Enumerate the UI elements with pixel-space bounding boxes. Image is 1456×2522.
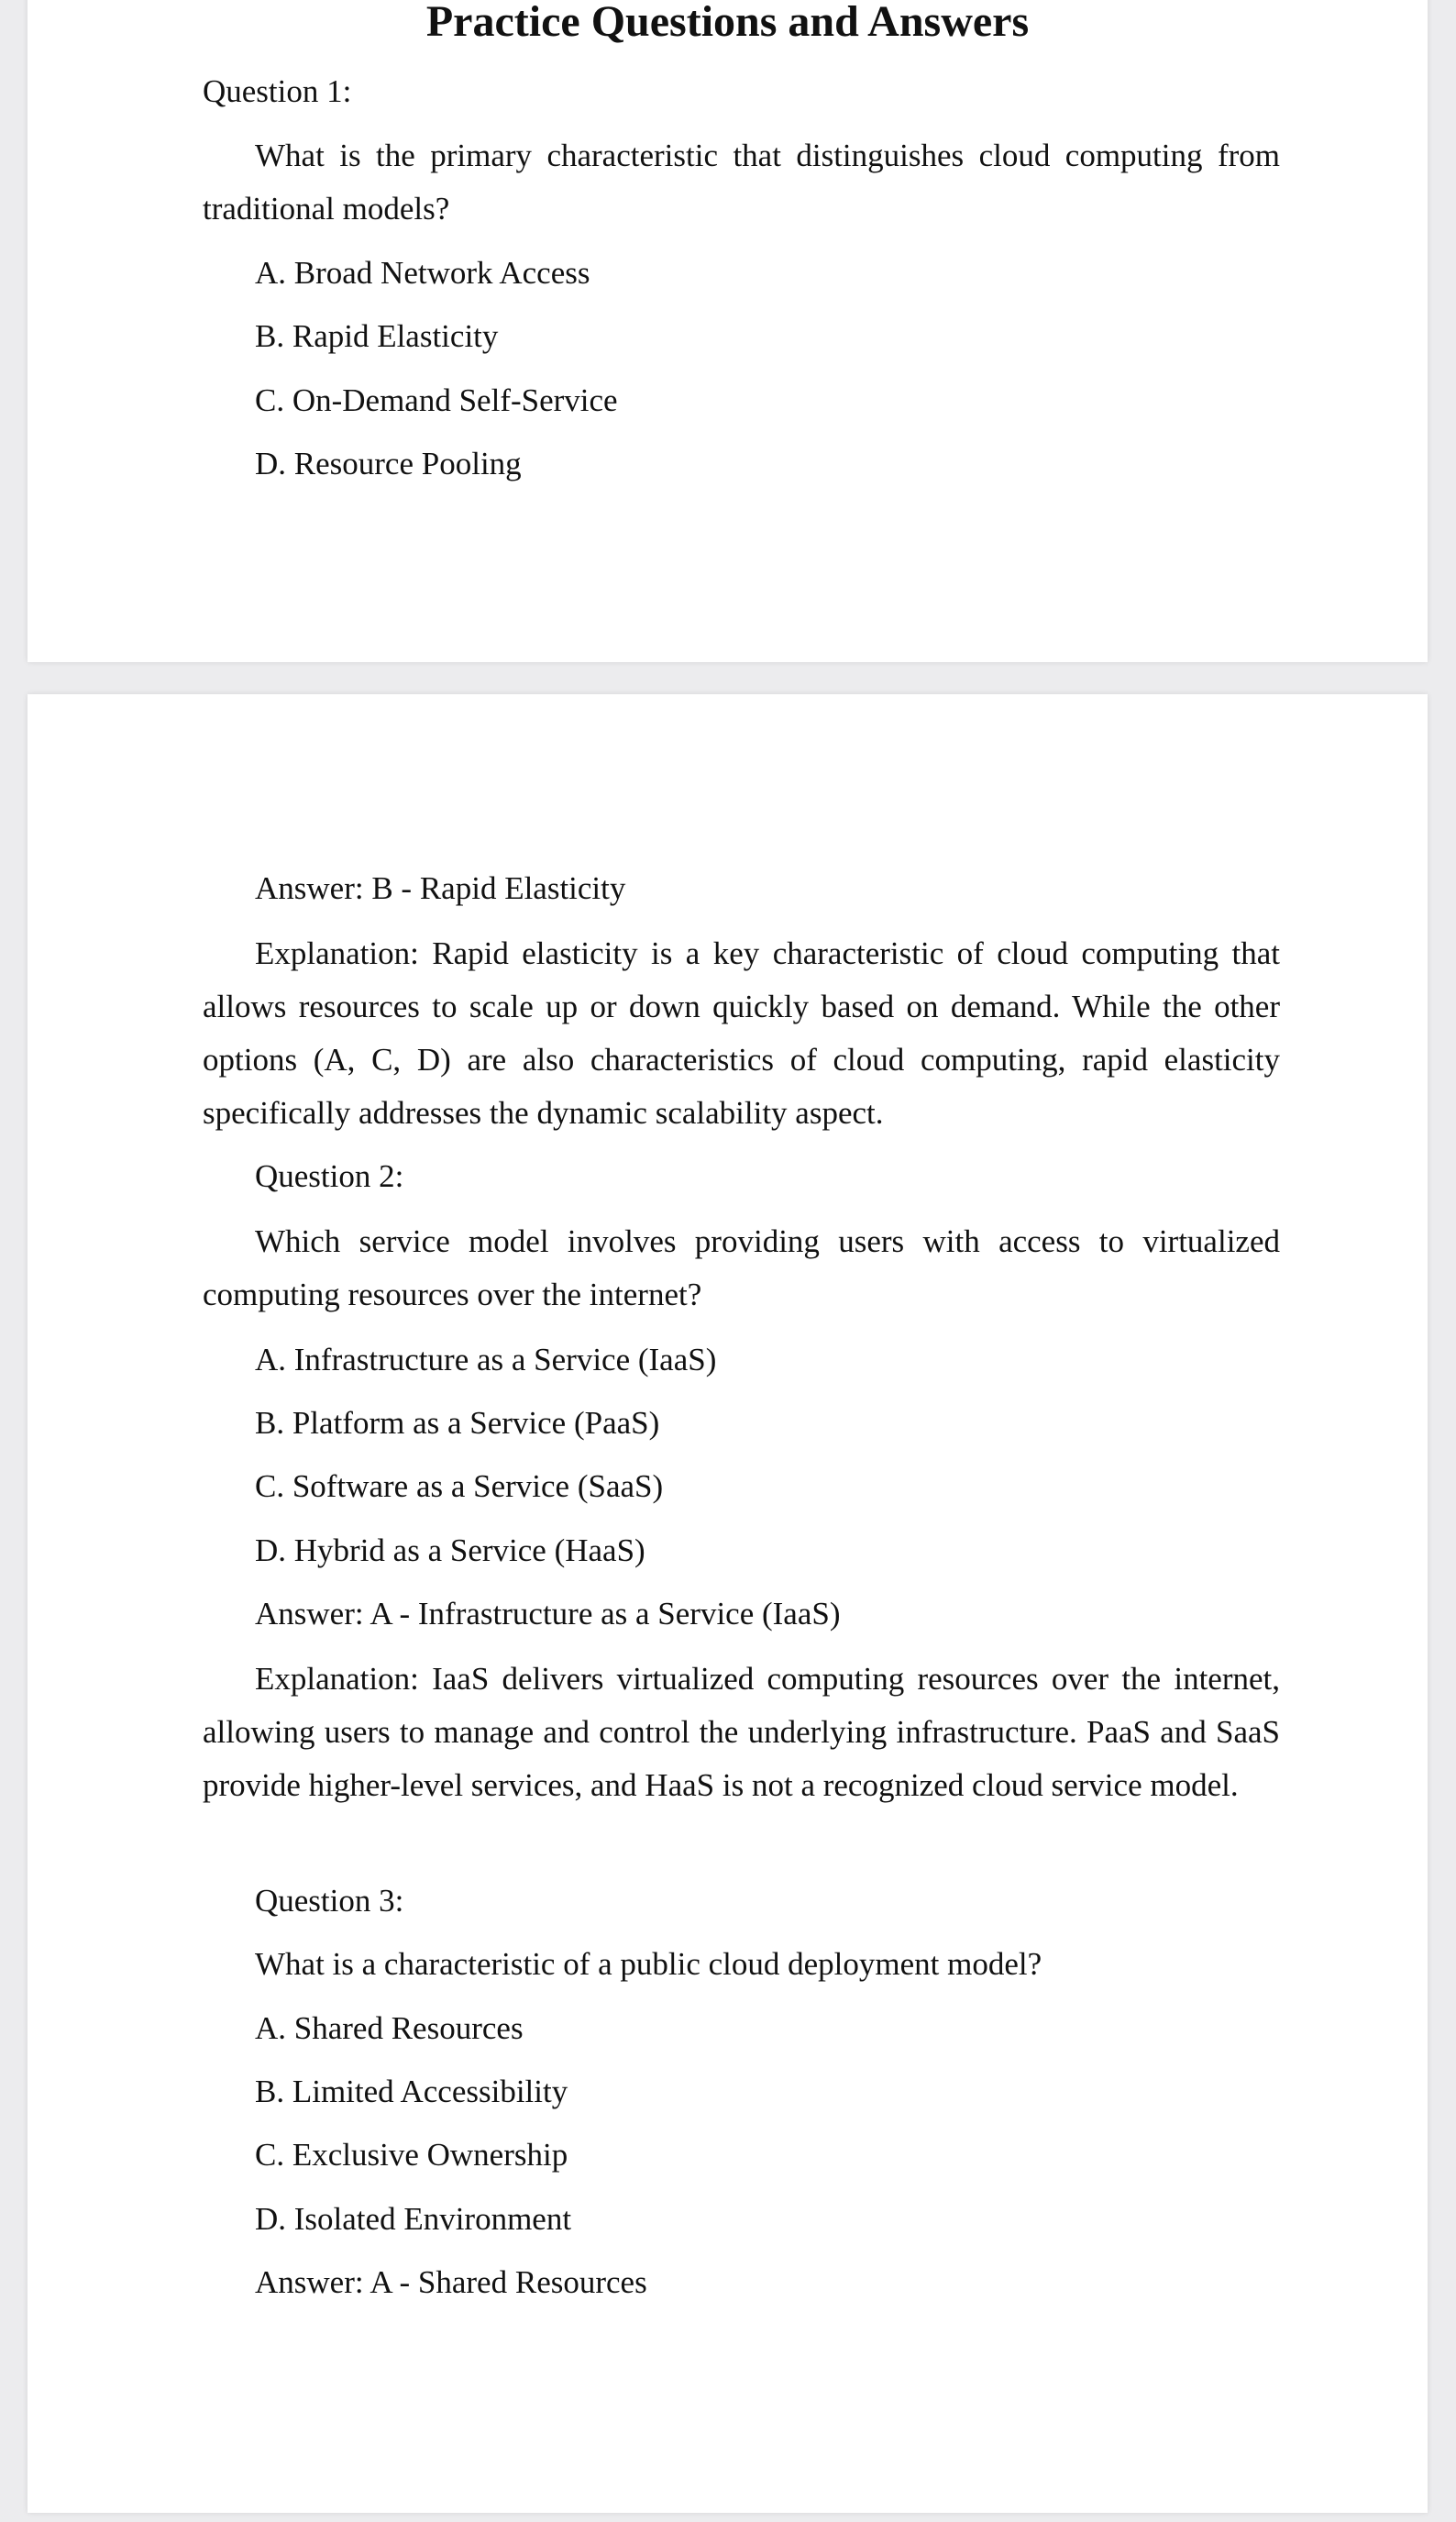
question-2-option-a: A. Infrastructure as a Service (IaaS)	[255, 1342, 717, 1377]
question-2-label: Question 2:	[255, 1158, 404, 1194]
question-2-option-c: C. Software as a Service (SaaS)	[255, 1468, 664, 1504]
document-page-2	[28, 694, 1428, 2513]
question-3-answer: Answer: A - Shared Resources	[255, 2264, 647, 2300]
question-1-answer: Answer: B - Rapid Elasticity	[255, 870, 626, 906]
question-2-answer: Answer: A - Infrastructure as a Service (IaaS)	[255, 1596, 841, 1632]
question-3-option-d: D. Isolated Environment	[255, 2201, 572, 2237]
question-2-text: Which service model involves providing users with access to virtualized computing resources over the internet?	[203, 1223, 1280, 1312]
question-3-option-b: B. Limited Accessibility	[255, 2074, 568, 2109]
document-title: Practice Questions and Answers	[425, 0, 1030, 46]
question-1-explanation: Explanation: Rapid elasticity is a key characteristic of cloud computing that allows resources to scale up or down quickly based on demand. While the other options (A, C, D) are also characteristics of cloud computing, rapid elasticity specifically addresses the dynamic scalability aspect.	[203, 935, 1280, 1131]
question-1-option-a: A. Broad Network Access	[255, 255, 590, 291]
question-3-label: Question 3:	[255, 1883, 404, 1919]
question-1-option-b: B. Rapid Elasticity	[255, 318, 499, 354]
question-1-text: What is the primary characteristic that distinguishes cloud computing from traditional models?	[203, 138, 1280, 227]
question-3-option-a: A. Shared Resources	[255, 2010, 524, 2046]
question-1-label: Question 1:	[203, 73, 352, 109]
question-2-option-d: D. Hybrid as a Service (HaaS)	[255, 1532, 645, 1568]
question-3-text: What is a characteristic of a public cloud deployment model?	[255, 1946, 1042, 1982]
question-1-option-d: D. Resource Pooling	[255, 446, 522, 481]
question-2-option-b: B. Platform as a Service (PaaS)	[255, 1405, 660, 1441]
question-3-option-c: C. Exclusive Ownership	[255, 2137, 568, 2173]
question-2-explanation: Explanation: IaaS delivers virtualized computing resources over the internet, allowing users to manage and control the underlying infrastructure. PaaS and SaaS provide higher-level services, and HaaS is not a recognized cloud service model.	[203, 1661, 1280, 1803]
document-page-1	[28, 0, 1428, 662]
question-1-option-c: C. On-Demand Self-Service	[255, 382, 618, 418]
